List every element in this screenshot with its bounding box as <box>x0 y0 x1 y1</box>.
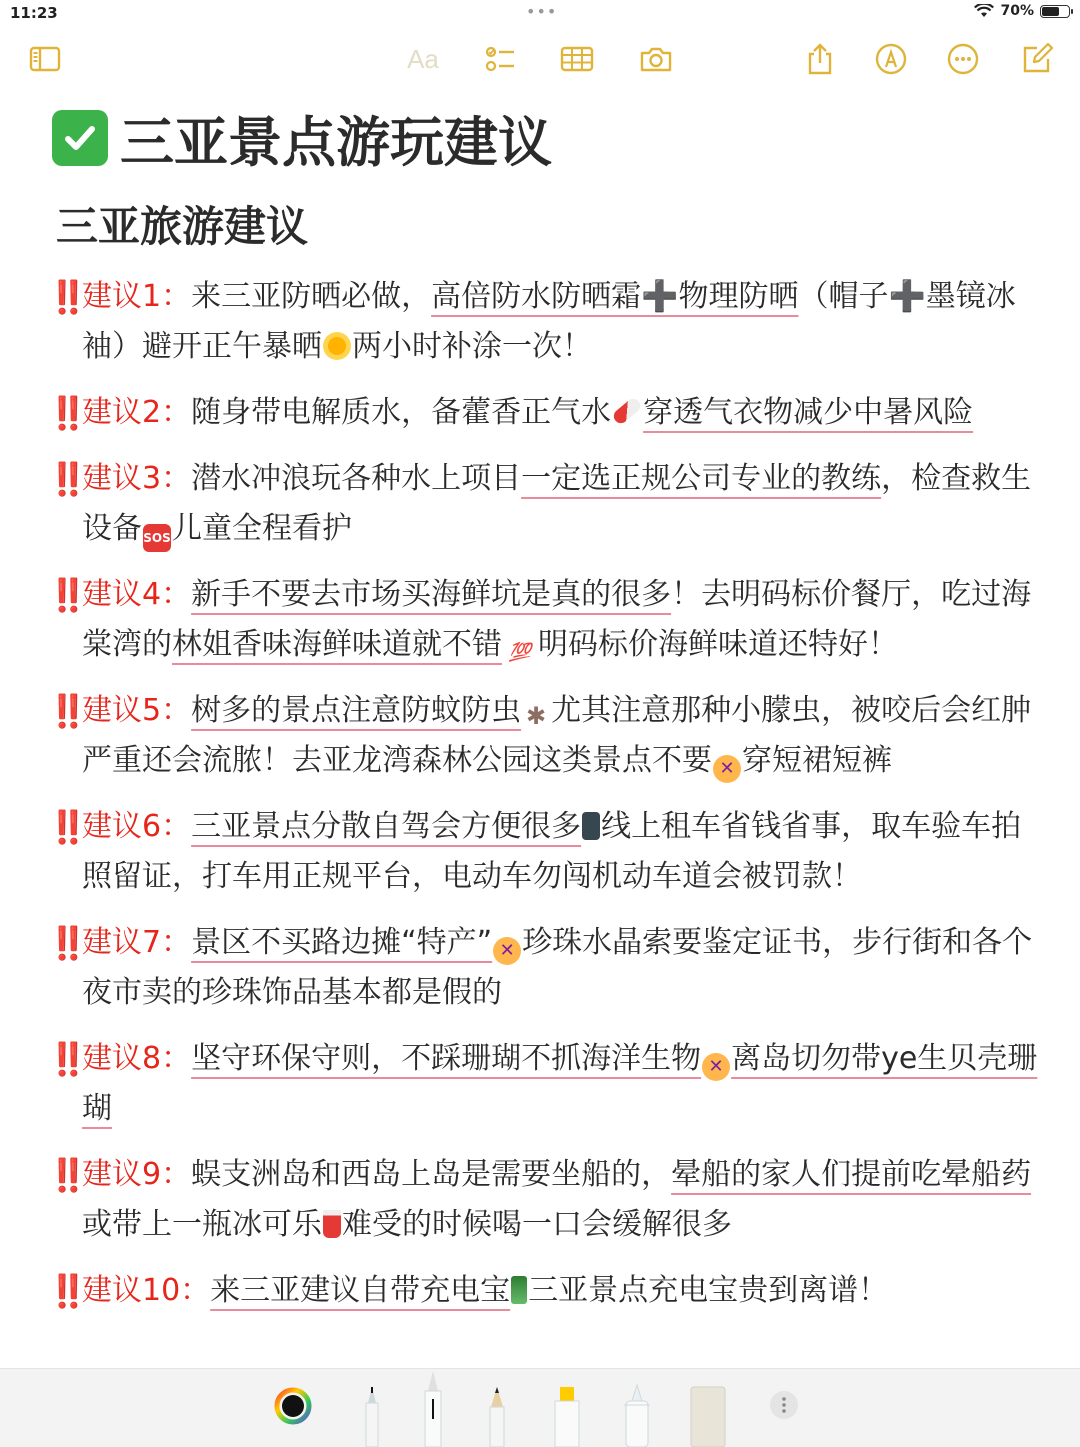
note-title <box>52 106 552 174</box>
tip-highlight: 树多的景点注意防蚊防虫 <box>191 693 522 728</box>
tip-highlight: 景区不买路边摊“特产” <box>191 925 493 960</box>
tip-item <box>48 1150 1038 1250</box>
fountain-pen-tool-icon[interactable] <box>620 1383 654 1447</box>
more-button[interactable] <box>943 38 983 80</box>
wifi-icon <box>974 4 994 18</box>
tip-text: 珍珠水晶索要鉴定证书，步行街和各个夜市卖的珍珠饰品基本都是假的 <box>82 925 1033 1010</box>
person-gesturing-no-icon: ✕ <box>493 937 521 965</box>
battery-icon <box>1040 5 1070 18</box>
table-button[interactable] <box>557 38 597 80</box>
note-title-text: 三亚景点游玩建议 <box>120 110 552 174</box>
marker-tool-icon[interactable] <box>419 1369 447 1447</box>
tip-text: ，检查救生设备 <box>82 461 1032 546</box>
tip-item <box>48 918 1038 1018</box>
tip-label: 建议8： <box>82 1041 192 1076</box>
double-exclamation-icon: ‼️ <box>48 460 82 498</box>
tip-text: 穿短裙短裤 <box>742 743 892 778</box>
tip-label: 建议5： <box>82 693 192 728</box>
checklist-button[interactable] <box>480 38 520 80</box>
tip-text: 明码标价海鲜味道还特好！ <box>538 627 898 662</box>
double-exclamation-icon: ‼️ <box>48 692 82 730</box>
share-button[interactable] <box>800 38 840 80</box>
sun-icon <box>323 332 351 360</box>
tip-text: 两小时补涂一次！ <box>352 329 592 364</box>
double-exclamation-icon: ‼️ <box>48 576 82 614</box>
tip-text: 难受的时候喝一口会缓解很多 <box>342 1207 732 1242</box>
tip-highlight: 高倍防水防晒霜➕物理防晒 <box>431 279 799 314</box>
battery-emoji-icon <box>511 1276 527 1304</box>
person-gesturing-no-icon: ✕ <box>702 1053 730 1081</box>
double-exclamation-icon: ‼️ <box>48 924 82 962</box>
double-exclamation-icon: ‼️ <box>48 1156 82 1194</box>
tip-text: ！去明码标价餐厅，吃过海棠湾的 <box>82 577 1032 662</box>
camera-button[interactable] <box>636 38 676 80</box>
tip-text: 线上租车省钱省事，取车验车拍照留证，打车用正规平台，电动车勿闯机动车道会被罚款！ <box>82 809 1022 894</box>
tip-label: 建议2： <box>82 395 192 430</box>
person-gesturing-no-icon: ✕ <box>713 755 741 783</box>
double-exclamation-icon: ‼️ <box>48 278 82 316</box>
tip-text: 潜水冲浪玩各种水上项目 <box>191 461 522 496</box>
tip-highlight: 林姐香味海鲜味道就不错 <box>172 627 502 662</box>
status-bar <box>0 0 1080 28</box>
highlighter-tool-icon[interactable] <box>550 1383 584 1447</box>
tip-highlight: 一定选正规公司专业的教练 <box>521 461 882 496</box>
check-mark-emoji <box>52 110 108 166</box>
tip-item <box>48 454 1038 554</box>
tip-item <box>48 802 1038 902</box>
mosquito-icon: ✱ <box>526 702 547 730</box>
check-icon <box>60 118 100 158</box>
tip-label: 建议7： <box>82 925 192 960</box>
tip-label: 建议9： <box>82 1157 192 1192</box>
format-button[interactable]: Aa <box>407 43 439 74</box>
tip-item <box>48 686 1038 786</box>
tip-text: 尤其注意那种小朦虫，被咬后会红肿严重还会流脓！去亚龙湾森林公园这类景点不要 <box>82 693 1032 778</box>
status-time: 11:23 <box>10 4 58 22</box>
tip-label: 建议10： <box>82 1273 211 1308</box>
tip-item <box>48 272 1038 372</box>
table-icon <box>560 42 594 76</box>
tip-highlight: 坚守环保守则，不踩珊瑚不抓海洋生物 <box>191 1041 702 1076</box>
share-icon <box>803 42 837 76</box>
hundred-points-icon: 💯 <box>508 642 532 663</box>
pen-tool-icon[interactable] <box>360 1383 384 1447</box>
color-picker-icon[interactable] <box>274 1387 312 1425</box>
notes-toolbar <box>0 38 1080 84</box>
more-tools-icon[interactable] <box>768 1389 800 1421</box>
tip-label: 建议1： <box>82 279 192 314</box>
tip-text: 来三亚防晒必做， <box>191 279 432 314</box>
pill-icon <box>611 396 643 426</box>
tip-item <box>48 1266 1038 1316</box>
tip-label: 建议6： <box>82 809 192 844</box>
compose-button[interactable] <box>1017 38 1057 80</box>
tip-highlight: 新手不要去市场买海鲜坑是真的很多 <box>191 577 672 612</box>
markup-icon <box>874 42 908 76</box>
tip-text: （帽子➕墨镜冰袖）避开正午暴晒 <box>82 279 1016 364</box>
note-subtitle: 三亚旅游建议 <box>56 202 309 251</box>
tip-highlight: 穿透气衣物减少中暑风险 <box>643 395 974 430</box>
pencil-tool-icon[interactable] <box>484 1383 510 1447</box>
checklist-icon <box>483 42 517 76</box>
tip-text: 儿童全程看护 <box>172 511 352 546</box>
more-icon <box>946 42 980 76</box>
compose-icon <box>1020 42 1054 76</box>
sidebar-toggle-button[interactable] <box>25 38 65 80</box>
tip-text: 随身带电解质水，备藿香正气水 <box>191 395 612 430</box>
double-exclamation-icon: ‼️ <box>48 394 82 432</box>
tip-highlight: 三亚景点分散自驾会方便很多 <box>191 809 582 844</box>
tip-item <box>48 1034 1038 1134</box>
double-exclamation-icon: ‼️ <box>48 1272 82 1310</box>
eraser-tool-icon[interactable] <box>688 1385 728 1447</box>
tips-list <box>48 272 1038 1332</box>
multitasking-dots[interactable]: ••• <box>526 2 558 21</box>
tip-label: 建议4： <box>82 577 192 612</box>
sos-icon: SOS <box>143 524 171 552</box>
markup-button[interactable] <box>871 38 911 80</box>
tip-highlight: 来三亚建议自带充电宝 <box>210 1273 511 1308</box>
tip-highlight: 晕船的家人们提前吃晕船药 <box>671 1157 1032 1192</box>
drawing-tools-bar <box>0 1368 1080 1447</box>
cola-icon <box>323 1210 341 1238</box>
battery-percent: 70% <box>1000 3 1034 19</box>
tip-item <box>48 388 1038 438</box>
tip-item <box>48 570 1038 670</box>
tip-highlight: 离岛切勿带ye生贝壳珊瑚 <box>82 1041 1038 1126</box>
camera-icon <box>639 42 673 76</box>
status-right <box>974 3 1070 19</box>
tip-text: 三亚景点充电宝贵到离谱！ <box>528 1273 889 1308</box>
tip-label: 建议3： <box>82 461 192 496</box>
double-exclamation-icon: ‼️ <box>48 1040 82 1078</box>
tip-text: 或带上一瓶冰可乐 <box>82 1207 322 1242</box>
double-exclamation-icon: ‼️ <box>48 808 82 846</box>
tip-text: 蜈支洲岛和西岛上岛是需要坐船的， <box>191 1157 672 1192</box>
sidebar-icon <box>28 42 62 76</box>
phone-icon <box>582 812 600 840</box>
